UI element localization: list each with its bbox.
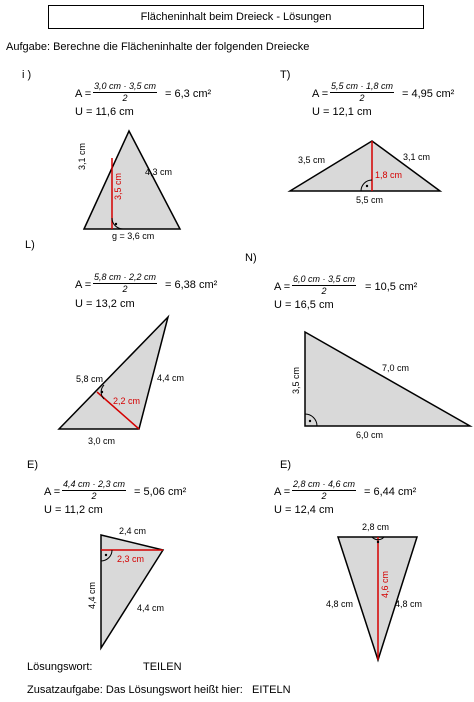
perimeter-i: U = 11,6 cm (75, 106, 134, 118)
fraction-E1 (62, 480, 126, 501)
label-base-L: 3,0 cm (88, 436, 116, 446)
triangle-N (305, 332, 470, 426)
triangle-i (84, 131, 180, 229)
label-height-E2: 4,6 cm (380, 570, 390, 598)
area-lhs-L: A = (75, 279, 92, 291)
perimeter-T: U = 12,1 cm (312, 106, 372, 118)
fraction-den-i: 2 (122, 93, 128, 103)
bonus-label: Zusatzaufgabe: Das Lösungswort heißt hier: (27, 684, 243, 696)
label-right-E2: 4,8 cm (395, 599, 423, 609)
label-base-T: 5,5 cm (356, 195, 384, 205)
triangle-T (290, 141, 440, 191)
fraction-i (93, 82, 157, 103)
label-left-E2: 4,8 cm (326, 599, 354, 609)
label-left-T: 3,5 cm (298, 155, 326, 165)
fraction-num-L: 5,8 cm · 2,2 cm (94, 272, 157, 282)
fraction-den-T: 2 (359, 93, 365, 103)
fraction-num-E1: 4,4 cm · 2,3 cm (63, 479, 126, 489)
area-lhs-i: A = (75, 88, 92, 100)
letter-i: i ) (22, 69, 32, 81)
label-hyp-N: 7,0 cm (382, 363, 410, 373)
perimeter-L: U = 13,2 cm (75, 298, 135, 310)
label-base-i: g = 3,6 cm (112, 231, 155, 241)
area-rhs-E1: = 5,06 cm² (134, 486, 187, 498)
area-lhs-E2: A = (274, 486, 291, 498)
fraction-num-E2: 2,8 cm · 4,6 cm (293, 479, 356, 489)
area-rhs-T: = 4,95 cm² (402, 88, 455, 100)
label-base-N: 6,0 cm (356, 430, 384, 440)
triangle-E1 (101, 535, 163, 648)
perimeter-E2: U = 12,4 cm (274, 504, 334, 516)
bonus-word: EITELN (252, 684, 291, 696)
letter-E2: E) (280, 459, 291, 471)
label-height-i: 3,5 cm (113, 172, 123, 200)
fraction-N (292, 275, 356, 296)
label-height-T: 1,8 cm (375, 170, 403, 180)
task-text: Aufgabe: Berechne die Flächeninhalte der folgenden Dreiecke (6, 41, 310, 53)
label-top-E1: 2,4 cm (119, 526, 147, 536)
label-top-E2: 2,8 cm (362, 522, 390, 532)
triangle-L (59, 317, 168, 429)
perimeter-N: U = 16,5 cm (274, 299, 334, 311)
perimeter-E1: U = 11,2 cm (44, 504, 103, 516)
fraction-num-N: 6,0 cm · 3,5 cm (293, 274, 356, 284)
area-rhs-E2: = 6,44 cm² (364, 486, 417, 498)
label-right-E1: 4,4 cm (137, 603, 165, 613)
label-height-L: 2,2 cm (113, 396, 141, 406)
area-rhs-L: = 6,38 cm² (165, 279, 218, 291)
area-lhs-T: A = (312, 88, 329, 100)
area-rhs-N: = 10,5 cm² (365, 281, 418, 293)
label-right-L: 4,4 cm (157, 373, 185, 383)
area-rhs-i: = 6,3 cm² (165, 88, 212, 100)
label-height-E1: 2,3 cm (117, 554, 145, 564)
label-right-T: 3,1 cm (403, 152, 431, 162)
fraction-T (330, 82, 394, 103)
fraction-den-N: 2 (321, 286, 327, 296)
label-left-E1: 4,4 cm (87, 581, 97, 609)
fraction-E2 (292, 480, 356, 501)
fraction-num-T: 5,5 cm · 1,8 cm (331, 81, 394, 91)
letter-N: N) (245, 252, 257, 264)
fraction-den-E2: 2 (321, 491, 327, 501)
fraction-num-i: 3,0 cm · 3,5 cm (94, 81, 157, 91)
area-lhs-E1: A = (44, 486, 61, 498)
label-left-L: 5,8 cm (76, 374, 104, 384)
solution-label: Lösungswort: (27, 661, 93, 673)
page-title: Flächeninhalt beim Dreieck - Lösungen (48, 5, 424, 29)
letter-E1: E) (27, 459, 38, 471)
label-left-i: 3,1 cm (77, 142, 87, 170)
fraction-den-E1: 2 (91, 491, 97, 501)
area-lhs-N: A = (274, 281, 291, 293)
letter-T: T) (280, 69, 291, 81)
fraction-L (93, 273, 157, 294)
label-right-i: 4,3 cm (145, 167, 173, 177)
letter-L: L) (25, 239, 35, 251)
label-left-N: 3,5 cm (291, 366, 301, 394)
fraction-den-L: 2 (122, 284, 128, 294)
solution-word: TEILEN (143, 661, 182, 673)
